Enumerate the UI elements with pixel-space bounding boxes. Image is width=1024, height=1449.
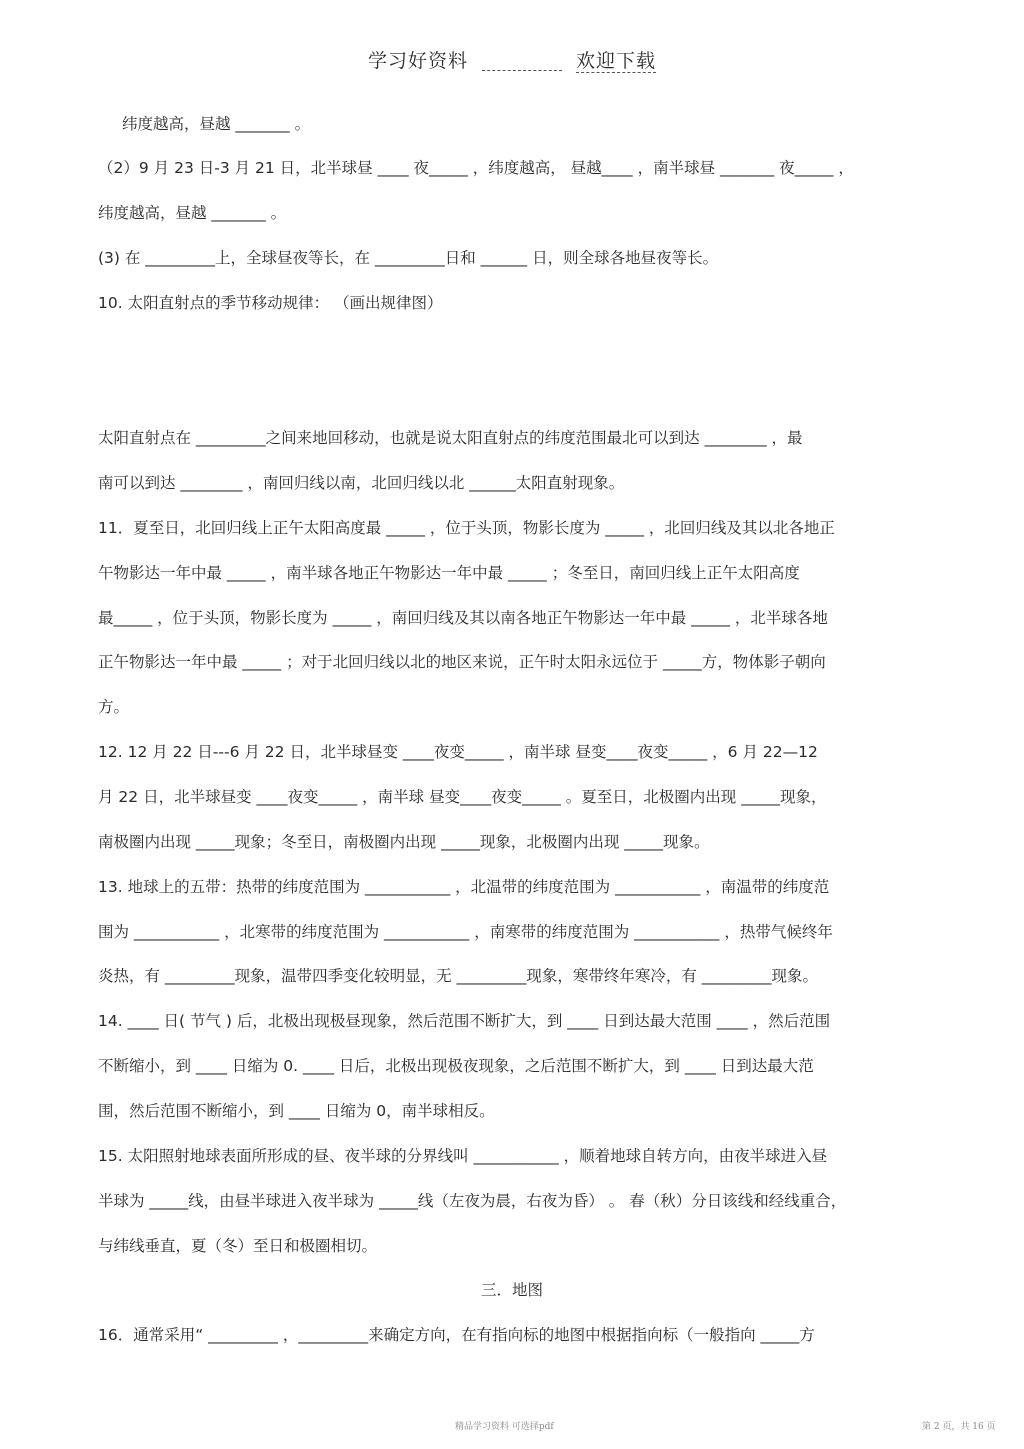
text-line: 方。	[98, 698, 130, 716]
text-line: 正午物影达一年中最 _____ ；对于北回归线以北的地区来说，正午时太阳永远位于 _____方，物体影子朝向	[98, 653, 826, 671]
text-line: 13. 地球上的五带：热带的纬度范围为 ___________ ，北温带的纬度范围为 ___________ ，南温带的纬度范	[98, 878, 830, 896]
text-line: 围为 ___________ ，北寒带的纬度范围为 ___________ ，南寒带的纬度范围为 ___________ ，热带气候终年	[98, 923, 833, 941]
text-line: 午物影达一年中最 _____ ，南半球各地正午物影达一年中最 _____ ；冬至日，南回归线上正午太阳高度	[98, 564, 800, 582]
text-line: 太阳直射点在 _________之间来地回移动，也就是说太阳直射点的纬度范围最北可以到达 ________ ，最	[98, 429, 803, 447]
text-line: 11．夏至日，北回归线上正午太阳高度最 _____ ，位于头顶，物影长度为 _____ ，北回归线及其以北各地正	[98, 519, 835, 537]
text-line: （2）9 月 23 日-3 月 21 日，北半球昼 ____ 夜_____ ，纬度越高， 昼越____ ，南半球昼 _______ 夜_____ ，	[98, 159, 854, 177]
footer-page-number: 第 2 页，共 16 页	[922, 1422, 996, 1432]
text-line: 不断缩小，到 ____ 日缩为 0. ____ 日后，北极出现极夜现象，之后范围不断扩大，到 ____ 日到达最大范	[98, 1057, 814, 1075]
text-line: 纬度越高，昼越 _______ 。	[98, 204, 287, 222]
question-10-title: 10. 太阳直射点的季节移动规律： （画出规律图）	[98, 294, 443, 312]
text-line: 月 22 日，北半球昼变 ____夜变_____ ，南半球 昼变____夜变_____ 。夏至日，北极圈内出现 _____现象，	[98, 788, 827, 806]
header-right-text: 欢迎下载	[576, 50, 657, 72]
text-line: 14. ____ 日( 节气 ) 后，北极出现极昼现象，然后范围不断扩大，到 ____ 日到达最大范围 ____ ，然后范围	[98, 1012, 831, 1030]
text-line: 16．通常采用“ _________ ，_________来确定方向，在有指向标的地图中根据指向标（一般指向 _____方	[98, 1326, 815, 1344]
text-line: 15. 太阳照射地球表面所形成的昼、夜半球的分界线叫 ___________ ，顺着地球自转方向，由夜半球进入昼	[98, 1147, 828, 1165]
text-line: 最_____ ，位于头顶，物影长度为 _____ ，南回归线及其以南各地正午物影达一年中最 _____ ，北半球各地	[98, 609, 828, 627]
header-left-text: 学习好资料	[367, 50, 468, 72]
text-line: 南极圈内出现 _____现象；冬至日，南极圈内出现 _____现象，北极圈内出现 _____现象。	[98, 833, 710, 851]
header-separator	[482, 70, 562, 71]
text-line: 纬度越高，昼越 _______ 。	[122, 115, 311, 133]
page-header	[0, 46, 1024, 73]
text-line: 与纬线垂直，夏（冬）至日和极圈相切。	[98, 1237, 378, 1255]
footer-watermark: 精品学习资料 可选择pdf	[455, 1422, 554, 1432]
text-line: 围，然后范围不断缩小，到 ____ 日缩为 0，南半球相反。	[98, 1102, 495, 1120]
text-line: 半球为 _____线，由昼半球进入夜半球为 _____线（左夜为晨，右夜为昏） 。 春（秋）分日该线和经线重合，	[98, 1192, 847, 1210]
text-line: (3) 在 _________上，全球昼夜等长，在 _________日和 ______ 日，则全球各地昼夜等长。	[98, 249, 719, 267]
text-line: 南可以到达 ________ ，南回归线以南，北回归线以北 ______太阳直射现象。	[98, 474, 625, 492]
text-line: 炎热，有 _________现象，温带四季变化较明显，无 _________现象，寒带终年寒冷，有 _________现象。	[98, 967, 819, 985]
section-heading-map: 三．地图	[480, 1281, 543, 1299]
text-line: 12. 12 月 22 日---6 月 22 日，北半球昼变 ____夜变_____ ，南半球 昼变____夜变_____ ，6 月 22—12	[98, 743, 818, 761]
